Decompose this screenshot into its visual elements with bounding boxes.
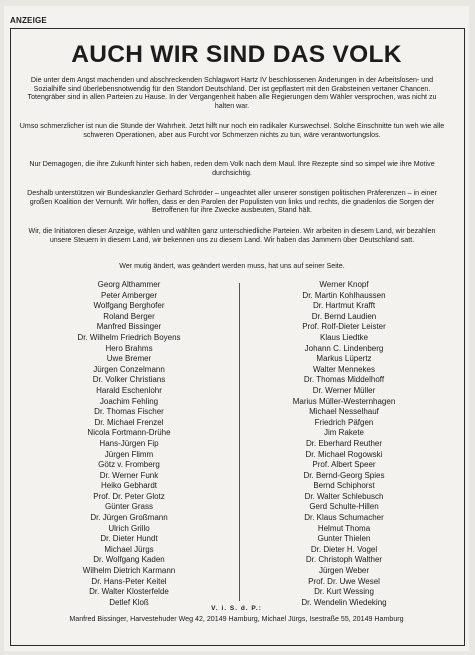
responsible-label: V. i. S. d. P.:	[211, 605, 262, 612]
signatory-name: Harald Eschenlohr	[96, 385, 162, 395]
signatories-right	[244, 280, 444, 608]
signatory-name: Götz v. Fromberg	[98, 460, 160, 470]
signatory-name: Dr. Thomas Fischer	[94, 407, 164, 417]
signatory-name: Dr. Werner Funk	[99, 470, 159, 480]
signatory-name: Helmut Thoma	[317, 523, 371, 533]
signatory-name: Jim Rakete	[323, 428, 364, 438]
signatory-name: Detlef Kloß	[109, 597, 149, 607]
signatory-name: Prof. Albert Speer	[312, 460, 376, 470]
signatory-name: Uwe Bremer	[106, 354, 152, 364]
headline: AUCH WIR SIND DAS VOLK	[71, 41, 402, 68]
signatory-name: Manfred Bissinger	[96, 322, 162, 332]
signatory-name: Dr. Michael Rogowski	[305, 449, 383, 459]
signatory-name: Dr. Thomas Middelhoff	[303, 375, 385, 385]
signatory-name: Gerd Schulte-Hillen	[309, 502, 379, 512]
signatory-name: Werner Knopf	[319, 280, 369, 289]
column-divider	[239, 283, 240, 601]
signatory-name: Markus Lüpertz	[316, 354, 372, 364]
signatory-name: Marius Müller-Westernhagen	[292, 396, 396, 406]
signatory-name: Dr. Walter Klosterfelde	[89, 587, 169, 597]
signatory-name: Dr. Martin Kohlhaussen	[302, 290, 386, 300]
signatory-name: Joachim Fehling	[99, 396, 159, 406]
signatory-name: Peter Amberger	[100, 290, 158, 300]
footer-address: Manfred Bissinger, Harvestehuder Weg 42, 20149 Hamburg, Michael Jürgs, Isestraße 55, 20149 Hamburg	[69, 615, 404, 623]
signatory-name: Dr. Klaus Schumacher	[304, 513, 384, 523]
signatory-name: Dr. Dieter Hundt	[100, 534, 158, 544]
signatory-name: Wolfgang Berghofer	[93, 301, 165, 311]
signatory-name: Friedrich Päfgen	[314, 417, 374, 427]
paragraph-6: Wer mutig ändert, was geändert werden muss, hat uns auf seiner Seite.	[119, 262, 345, 270]
signatory-name: Dr. Hartmut Krafft	[312, 301, 376, 311]
signatory-name: Jürgen Weber	[318, 566, 370, 576]
signatory-name: Nicola Fortmann-Drühe	[87, 428, 171, 438]
signatory-name: Heiko Gebhardt	[100, 481, 158, 491]
signatory-name: Dr. Wolfgang Kaden	[93, 555, 165, 565]
signatories-left	[29, 280, 229, 608]
signatory-name: Hero Brahms	[105, 343, 153, 353]
signatory-name: Günter Grass	[104, 502, 153, 512]
signatory-name: Dr. Wendelin Wiedeking	[301, 597, 387, 607]
signatory-name: Prof. Dr. Uwe Wesel	[308, 576, 380, 586]
signatory-name: Bernd Schiphorst	[313, 481, 375, 491]
signatory-name: Johann C. Lindenberg	[304, 343, 384, 353]
signatory-name: Gunter Thielen	[317, 534, 371, 544]
signatory-name: Jürgen Conzelmann	[93, 364, 165, 374]
signatory-name: Michael Nesselhauf	[309, 407, 379, 417]
signatory-name: Dr. Walter Schlebusch	[304, 491, 384, 501]
signatory-name: Ulrich Grillo	[108, 523, 150, 533]
signatory-name: Dr. Bernd-Georg Spies	[303, 470, 385, 480]
signatory-name: Dr. Jürgen Großmann	[90, 513, 168, 523]
signatory-name: Walter Mennekes	[313, 364, 375, 374]
paragraph-3: Nur Demagogen, die ihre Zukunft hinter sich haben, reden dem Volk nach dem Maul. Ihre Rezepte sind so simpel wie ihre Motive durchsichtig.	[29, 160, 435, 177]
signatory-name: Jürgen Flimm	[104, 449, 154, 459]
signatory-name: Hans-Jürgen Fip	[99, 438, 159, 448]
signatory-name: Prof. Dr. Peter Glotz	[93, 491, 165, 501]
signatory-name: Dr. Volker Christians	[92, 375, 166, 385]
signatory-name: Dr. Bernd Laudien	[311, 311, 377, 321]
signatory-name: Georg Althammer	[97, 280, 161, 289]
signatory-name: Dr. Eberhard Reuther	[305, 438, 383, 448]
ad-label: ANZEIGE	[10, 16, 47, 25]
advertisement-page	[4, 6, 469, 651]
signatory-name: Dr. Kurt Wessing	[314, 587, 374, 597]
signatory-name: Dr. Werner Müller	[312, 385, 376, 395]
paragraph-2: Umso schmerzlicher ist nun die Stunde der Wahrheit. Jetzt hilft nur noch ein radikaler Kurswechsel. Solche Einschnitte tun weh wie alle schweren Operationen, aber aus Furcht vor Schmerzen nichts zu tun, wäre verantwortungslos.	[19, 122, 445, 139]
signatory-name: Prof. Rolf-Dieter Leister	[302, 322, 386, 332]
signatory-name: Michael Jürgs	[104, 544, 154, 554]
signatory-name: Dr. Wilhelm Friedrich Boyens	[77, 332, 181, 342]
signatory-name: Wilhelm Dietrich Karmann	[82, 566, 176, 576]
paragraph-1: Die unter dem Angst machenden und abschreckenden Schlagwort Hartz IV beschlossenen Änderungen in der Arbeitslosen- und Sozialhilfe sind überlebensnotwendig für den Standort Deutschland. Der ist gepflastert mit den Grabsteinen vertaner Chancen. Totengräber sind in allen Parteien zu Hause. In der Vergangenheit haben alle Regierungen dem Wähler versprochen, was nicht zu halten war.	[27, 76, 437, 110]
paragraph-5: Wir, die Initiatoren dieser Anzeige, wählen und wählten ganz unterschiedliche Parteien. Wir arbeiten in diesem Land, wir bezahlen unsere Steuern in diesem Land, wir bekennen uns zu diesem Land. Wir haben das Jammern über Deutschland satt.	[28, 227, 436, 244]
signatory-name: Roland Berger	[103, 311, 155, 321]
signatory-name: Dr. Dieter H. Vogel	[310, 544, 378, 554]
signatory-name: Klaus Liedtke	[319, 332, 369, 342]
signatory-name: Dr. Michael Frenzel	[94, 417, 164, 427]
signatory-name: Dr. Christoph Walther	[305, 555, 383, 565]
signatory-name: Dr. Hans-Peter Keitel	[91, 576, 167, 586]
paragraph-4: Deshalb unterstützen wir Bundeskanzler Gerhard Schröder – ungeachtet aller unserer sonstigen politischen Präferenzen – in einer großen Koalition der Vernunft. Wir hoffen, dass er den Parolen der Populisten von links und rechts, die gnadenlos die Sorgen der Betroffenen für ihre Zwecke ausbeuten, Stand hält.	[27, 189, 437, 215]
